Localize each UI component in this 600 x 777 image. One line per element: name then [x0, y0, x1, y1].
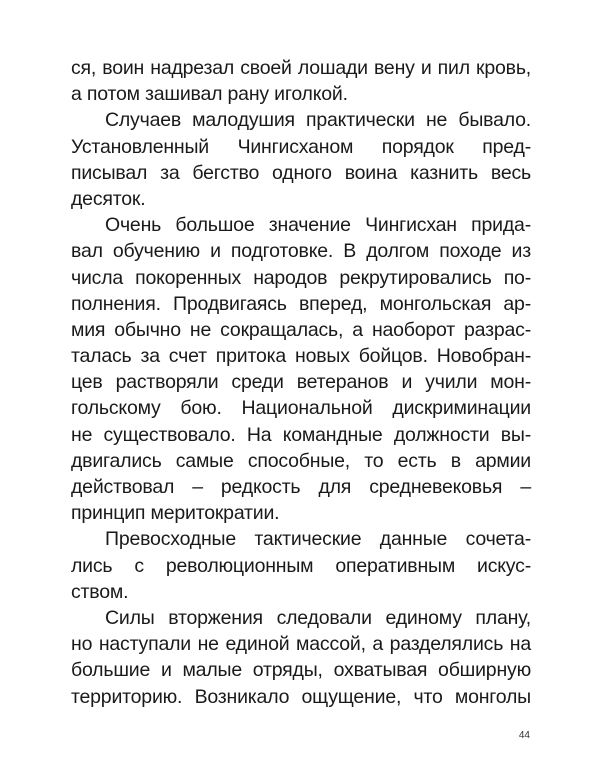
text-line: Превосходные тактические данные сочета- [105, 528, 531, 551]
text-line: числа покоренных народов рекрутировались по- [71, 266, 531, 289]
text-line: Установленный Чингисханом порядок пред- [71, 135, 531, 158]
text-line: вал обучению и подготовке. В долгом походе из [71, 240, 531, 263]
text-line: полнения. Продвигаясь вперед, монгольская ар- [71, 292, 531, 315]
text-line: ся, воин надрезал своей лошади вену и пил кровь, [71, 57, 531, 79]
text-line: талась за счет притока новых бойцов. Новобран- [71, 345, 531, 368]
text-line: Силы вторжения следовали единому плану, [105, 606, 531, 629]
text-line: Очень большое значение Чингисхан прида- [105, 214, 531, 237]
text-line: но наступали не единой массой, а разделялись на [71, 633, 531, 656]
text-line: десяток. [71, 187, 146, 210]
text-line: двигались самые способные, то есть в армии [71, 449, 531, 472]
text-line: а потом зашивал рану иголкой. [71, 83, 348, 106]
text-line: гольскому бою. Национальной дискриминации [71, 397, 531, 420]
text-line: действовал – редкость для средневековья – [71, 476, 531, 498]
text-line: территорию. Возникало ощущение, что монголы [71, 685, 531, 708]
text-line: принцип меритократии. [71, 502, 280, 525]
text-line: Случаев малодушия практически не бывало. [105, 109, 531, 132]
text-line: писывал за бегство одного воина казнить весь [71, 161, 531, 184]
text-line: цев растворяли среди ветеранов и учили мон- [71, 371, 531, 394]
text-line: не существовало. На командные должности вы- [71, 423, 531, 446]
page-number: 44 [518, 730, 530, 741]
text-line: ством. [71, 580, 129, 603]
text-line: мия обычно не сокращалась, а наоборот разрас- [71, 318, 531, 341]
text-line: лись с революционным оперативным искус- [71, 554, 531, 577]
page-body-text [71, 55, 531, 710]
text-line: большие и малые отряды, охватывая обширную [71, 659, 531, 682]
